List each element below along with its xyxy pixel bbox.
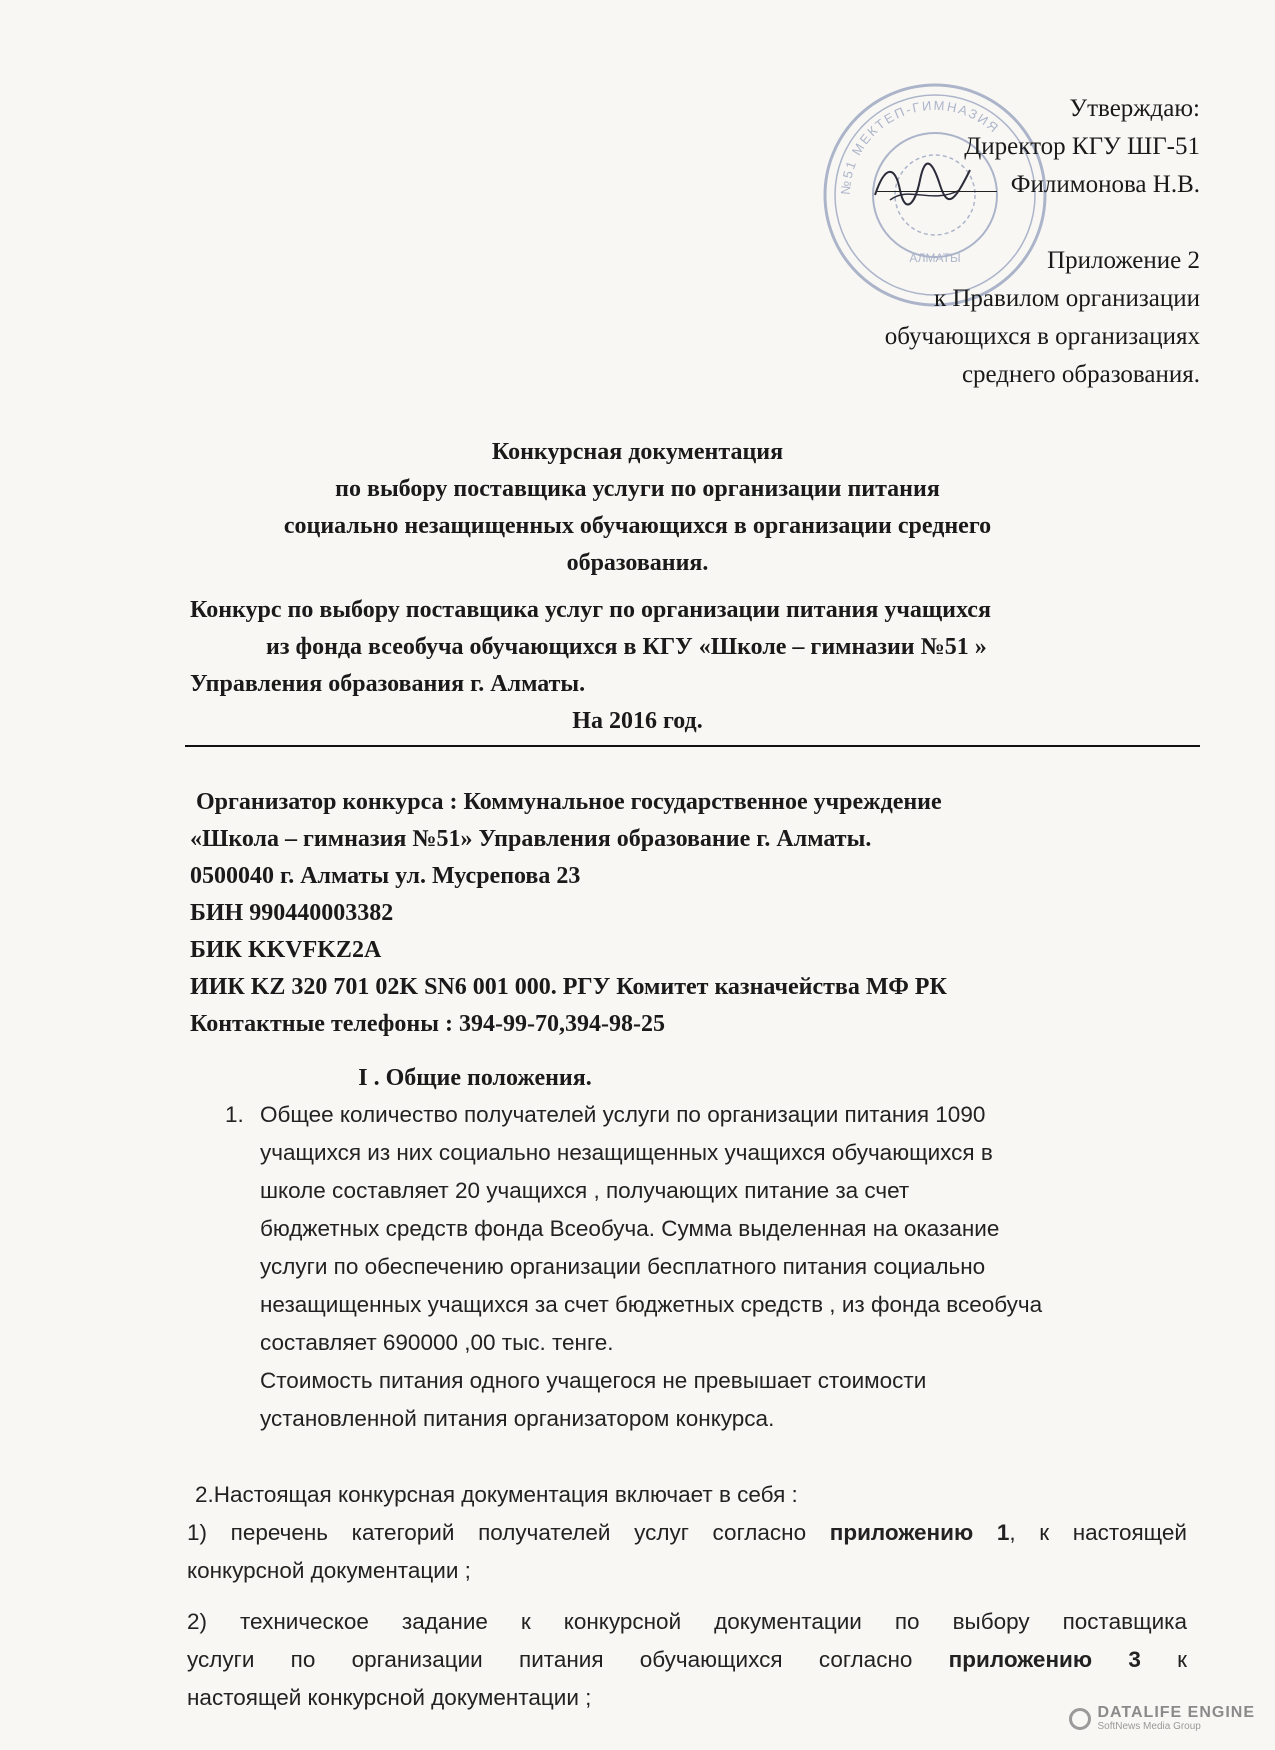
p2-pre: услуги по организации питания обучающихся согласно <box>187 1647 949 1672</box>
item1-line: установленной питания организатором конкурса. <box>260 1406 775 1431</box>
contest-line1: Конкурс по выбору поставщика услуг по организации питания учащихся <box>190 597 991 623</box>
title-line4: образования. <box>566 550 709 576</box>
paragraph-2-line1: 2) техническое задание к конкурсной документации по выбору поставщика <box>187 1609 1187 1634</box>
item1-line: учащихся из них социально незащищенных учащихся обучающихся в <box>260 1140 993 1165</box>
item-number: 1. <box>225 1102 244 1127</box>
contest-heading <box>190 592 991 703</box>
title-line1: Конкурсная документация <box>491 439 784 465</box>
paragraph-1-line2: конкурсной документации ; <box>187 1558 471 1583</box>
item1-line: Стоимость питания одного учащегося не превышает стоимости <box>260 1368 927 1393</box>
p1-pre: 1) перечень категорий получателей услуг согласно <box>187 1520 830 1545</box>
appendix-line1: Приложение 2 <box>1047 247 1200 274</box>
document-title <box>0 434 1275 582</box>
contest-line3: Управления образования г. Алматы. <box>190 671 586 697</box>
item1-line: школе составляет 20 учащихся , получающих питание за счет <box>260 1178 910 1203</box>
p1-post: , к настоящей <box>1009 1520 1187 1545</box>
appendix-line4: среднего образования. <box>961 361 1200 388</box>
watermark-logo-icon <box>1069 1708 1091 1730</box>
watermark <box>1069 1705 1255 1732</box>
organizer-iik: ИИК KZ 320 701 02K SN6 001 000. РГУ Комитет казначейства МФ РК <box>190 974 947 1000</box>
organizer-bin: БИН 990440003382 <box>190 900 394 926</box>
section-heading: I . Общие положения. <box>358 1065 592 1091</box>
list-item-2: 2.Настоящая конкурсная документация включает в себя : <box>195 1482 798 1507</box>
approval-line2: Директор КГУ ШГ-51 <box>964 133 1200 160</box>
svg-text:№51 МЕКТЕП-ГИМНАЗИЯ: №51 МЕКТЕП-ГИМНАЗИЯ <box>837 97 1003 196</box>
approval-block <box>877 90 1200 204</box>
p2-bold: приложению 3 <box>948 1647 1141 1672</box>
approval-line1: Утверждаю: <box>1069 95 1200 122</box>
item1-line: составляет 690000 ,00 тыс. тенге. <box>260 1330 614 1355</box>
p2-post: к <box>1140 1647 1187 1672</box>
item1-line: Общее количество получателей услуги по организации питания 1090 <box>260 1102 986 1127</box>
item-text <box>260 1096 1185 1438</box>
appendix-line2: к Правилом организации <box>933 285 1200 312</box>
item1-line: незащищенных учащихся за счет бюджетных средств , из фонда всеобуча <box>260 1292 1043 1317</box>
appendix-block <box>885 242 1200 394</box>
approver-name: Филимонова Н.В. <box>1010 171 1200 198</box>
watermark-subtitle: SoftNews Media Group <box>1097 1721 1201 1732</box>
paragraph-2-line3: настоящей конкурсной документации ; <box>187 1685 592 1710</box>
title-line3: социально незащищенных обучающихся в организации среднего <box>283 513 992 539</box>
organizer-bik: БИК KKVFKZ2A <box>190 937 382 963</box>
organizer-line1: Организатор конкурса : Коммунальное государственное учреждение <box>196 789 942 815</box>
title-line2: по выбору поставщика услуги по организации питания <box>335 476 940 502</box>
approval-line3 <box>877 166 1200 204</box>
p1-bold: приложению 1 <box>829 1520 1010 1545</box>
item1-line: бюджетных средств фонда Всеобуча. Сумма выделенная на оказание <box>260 1216 1000 1241</box>
paragraph-2 <box>187 1603 1187 1717</box>
appendix-line3: обучающихся в организациях <box>884 323 1200 350</box>
list-item-1 <box>225 1096 1185 1438</box>
organizer-block <box>190 784 947 1043</box>
item1-line: услуги по обеспечению организации бесплатного питания социально <box>260 1254 986 1279</box>
paragraph-1 <box>187 1514 1187 1590</box>
contest-year: На 2016 год. <box>572 708 703 734</box>
signature-line <box>877 169 997 192</box>
organizer-line2: «Школа – гимназия №51» Управления образование г. Алматы. <box>190 826 872 852</box>
svg-text:АЛМАТЫ: АЛМАТЫ <box>909 251 961 265</box>
watermark-title: DATALIFE ENGINE <box>1097 1704 1255 1721</box>
divider <box>185 745 1200 747</box>
contest-line2: из фонда всеобуча обучающихся в КГУ «Школе – гимназии №51 » <box>266 634 987 660</box>
organizer-phones: Контактные телефоны : 394-99-70,394-98-25 <box>190 1011 665 1037</box>
paragraph-2-line2 <box>187 1641 1187 1679</box>
organizer-address: 0500040 г. Алматы ул. Мусрепова 23 <box>190 863 581 889</box>
paragraph-1-line1 <box>187 1514 1187 1552</box>
